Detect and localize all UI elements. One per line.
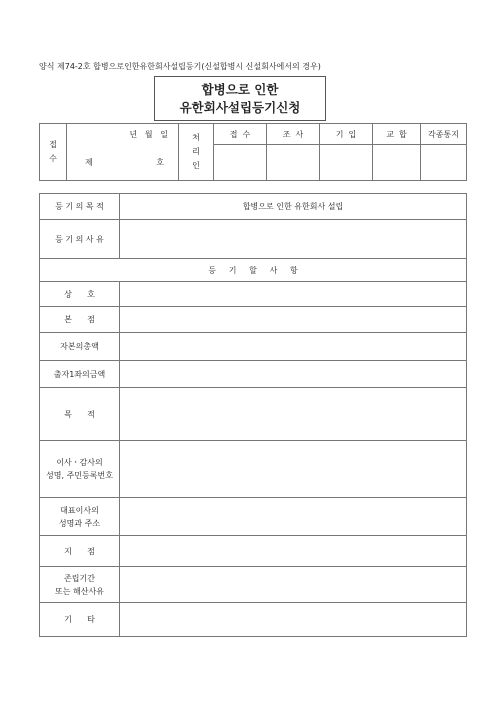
purpose-label: 등 기 의 목 적 [40, 194, 120, 220]
reason-value[interactable] [120, 220, 467, 259]
item-label-duration: 존립기간 또는 해산사유 [40, 567, 120, 603]
item-value-purpose[interactable] [120, 388, 467, 441]
item-value-duration[interactable] [120, 567, 467, 603]
col-header-review: 조 사 [267, 124, 320, 145]
receipt-number-suffix: 호 [156, 157, 164, 167]
item-label-purpose: 목 적 [40, 388, 120, 441]
cell-check[interactable] [373, 145, 421, 181]
item-label-other: 기 타 [40, 603, 120, 637]
section-header: 등 기 할 사 항 [40, 259, 467, 282]
item-label-capital: 자본의총액 [40, 333, 120, 361]
item-value-representative[interactable] [120, 498, 467, 536]
title-box [154, 76, 326, 121]
receipt-date-label: 년 월 일 [67, 124, 179, 145]
receipt-number-cell [67, 145, 179, 181]
item-label-share-amount: 출자1좌의금액 [40, 361, 120, 388]
col-header-entry: 기 입 [320, 124, 373, 145]
col-header-notice: 각종통지 [421, 124, 467, 145]
receipt-number-prefix: 제 [85, 157, 93, 167]
item-value-directors[interactable] [120, 441, 467, 498]
purpose-value[interactable]: 합병으로 인한 유한회사 설립 [120, 194, 467, 220]
col-header-check: 교 합 [373, 124, 421, 145]
item-value-branch[interactable] [120, 536, 467, 567]
item-value-trade-name[interactable] [120, 282, 467, 307]
cell-entry[interactable] [320, 145, 373, 181]
col-header-receipt: 접 수 [214, 124, 267, 145]
receipt-label: 접 수 [40, 124, 67, 181]
cell-receipt[interactable] [214, 145, 267, 181]
processing-label: 처 리 인 [179, 124, 214, 181]
item-label-representative: 대표이사의 성명과 주소 [40, 498, 120, 536]
cell-notice[interactable] [421, 145, 467, 181]
cell-review[interactable] [267, 145, 320, 181]
item-label-branch: 지 점 [40, 536, 120, 567]
item-value-head-office[interactable] [120, 307, 467, 333]
reason-label: 등 기 의 사 유 [40, 220, 120, 259]
item-label-head-office: 본 점 [40, 307, 120, 333]
item-value-capital[interactable] [120, 333, 467, 361]
form-number: 양식 제74-2호 합병으로인한유한회사설립등기(신설합병시 신설회사에서의 경우) [39, 62, 321, 71]
title-line-1: 합병으로 인한 [201, 82, 279, 97]
item-label-trade-name: 상 호 [40, 282, 120, 307]
item-label-directors: 이사ㆍ감사의 성명, 주민등록번호 [40, 441, 120, 498]
item-value-other[interactable] [120, 603, 467, 637]
title-line-2: 유한회사설립등기신청 [179, 100, 301, 115]
main-table [39, 193, 467, 637]
item-value-share-amount[interactable] [120, 361, 467, 388]
receipt-table [39, 123, 467, 181]
